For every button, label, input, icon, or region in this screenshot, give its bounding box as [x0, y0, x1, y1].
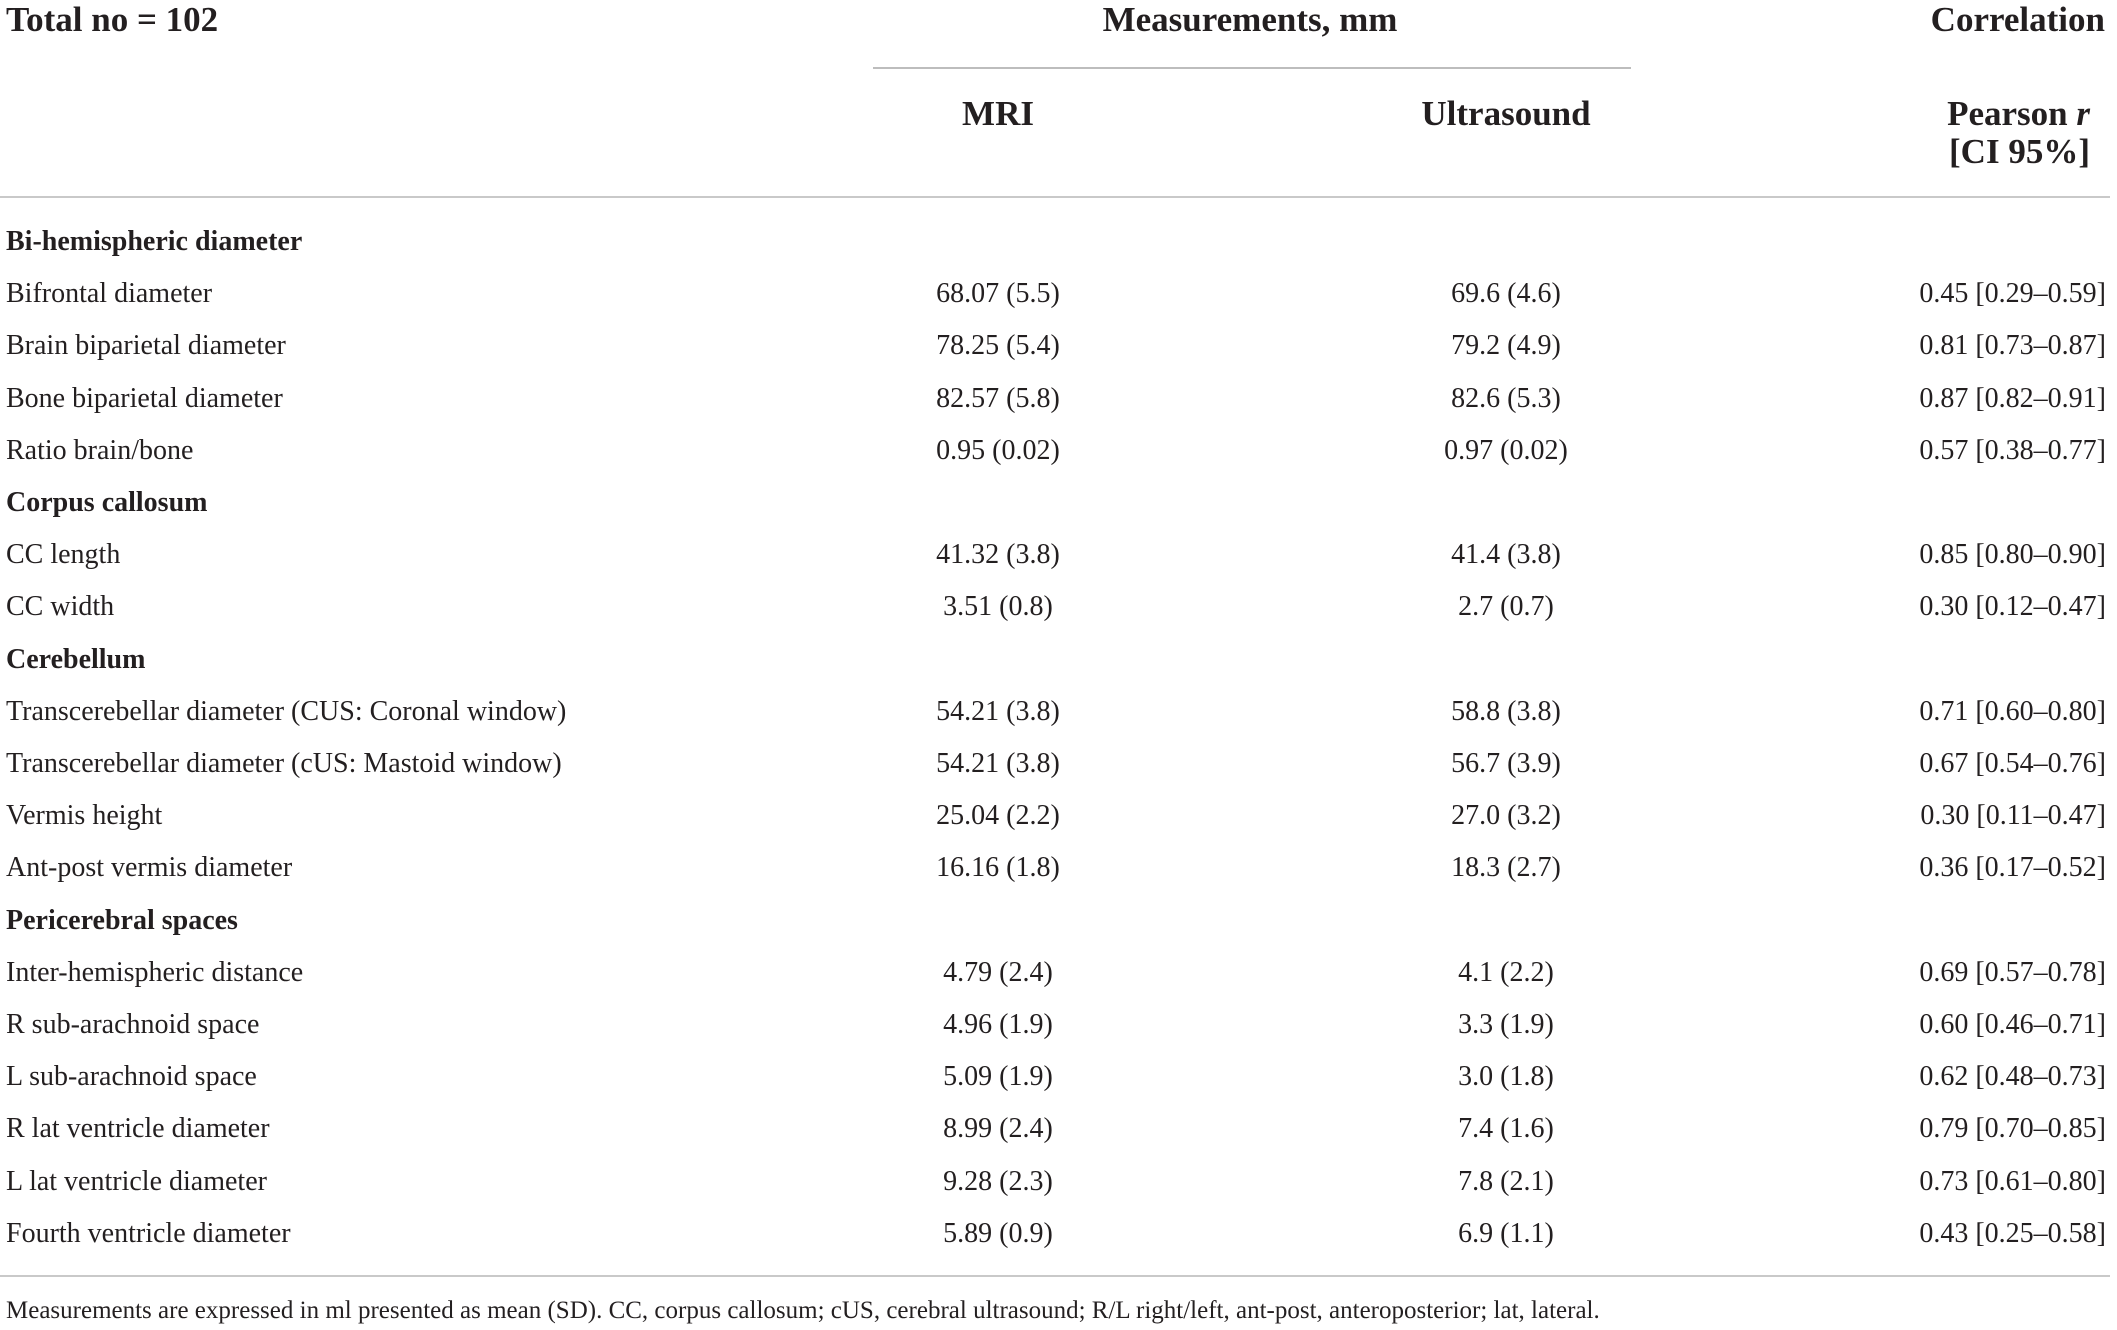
row-label: Bifrontal diameter	[6, 278, 213, 310]
group-header-rule	[873, 67, 1631, 69]
col-header-ultrasound: Ultrasound	[1421, 94, 1591, 133]
cell-pearson-r: 0.67 [0.54–0.76]	[1919, 748, 2106, 779]
row-label: Fourth ventricle diameter	[6, 1217, 291, 1249]
col-header-ci: [CI 95%]	[1949, 132, 2090, 171]
cell-pearson-r: 0.73 [0.61–0.80]	[1919, 1165, 2106, 1197]
cell-pearson-r: 0.45 [0.29–0.59]	[1919, 278, 2106, 310]
col-header-pearson	[1947, 94, 2090, 134]
row-label: L lat ventricle diameter	[6, 1165, 267, 1197]
cell-ultrasound: 79.2 (4.9)	[1451, 330, 1561, 362]
cell-pearson-r: 0.62 [0.48–0.73]	[1919, 1061, 2106, 1093]
row-label: Ant-post vermis diameter	[6, 852, 293, 884]
cell-ultrasound: 7.4 (1.6)	[1458, 1113, 1554, 1145]
section-header: Cerebellum	[6, 643, 146, 675]
row-label: Transcerebellar diameter (cUS: Mastoid window)	[6, 748, 562, 779]
cell-ultrasound: 41.4 (3.8)	[1451, 539, 1561, 571]
cell-pearson-r: 0.79 [0.70–0.85]	[1919, 1113, 2106, 1145]
cell-ultrasound: 7.8 (2.1)	[1458, 1165, 1554, 1197]
row-label: Inter-hemispheric distance	[6, 956, 304, 988]
cell-mri: 4.79 (2.4)	[943, 956, 1053, 988]
cell-ultrasound: 27.0 (3.2)	[1451, 800, 1561, 832]
row-label: R lat ventricle diameter	[6, 1113, 270, 1145]
pearson-label: Pearson	[1947, 94, 2068, 133]
row-label: Ratio brain/bone	[6, 434, 194, 466]
cell-mri: 82.57 (5.8)	[936, 382, 1060, 414]
cell-pearson-r: 0.60 [0.46–0.71]	[1919, 1009, 2106, 1040]
cell-pearson-r: 0.30 [0.12–0.47]	[1919, 591, 2106, 623]
row-label: Bone biparietal diameter	[6, 382, 283, 414]
cell-pearson-r: 0.30 [0.11–0.47]	[1920, 800, 2106, 832]
pearson-r-symbol: r	[2076, 94, 2090, 133]
cell-mri: 25.04 (2.2)	[936, 800, 1060, 832]
header-bottom-rule	[0, 196, 2110, 198]
cell-mri: 78.25 (5.4)	[936, 330, 1060, 362]
row-label: Transcerebellar diameter (CUS: Coronal window)	[6, 695, 567, 727]
cell-ultrasound: 6.9 (1.1)	[1458, 1217, 1554, 1249]
cell-ultrasound: 58.8 (3.8)	[1451, 695, 1561, 727]
cell-ultrasound: 82.6 (5.3)	[1451, 382, 1561, 414]
cell-mri: 5.89 (0.9)	[943, 1217, 1053, 1249]
total-count: Total no = 102	[6, 0, 219, 39]
cell-ultrasound: 4.1 (2.2)	[1458, 956, 1554, 988]
section-header: Pericerebral spaces	[6, 904, 238, 936]
cell-ultrasound: 0.97 (0.02)	[1444, 434, 1568, 466]
cell-ultrasound: 2.7 (0.7)	[1458, 591, 1554, 623]
cell-pearson-r: 0.43 [0.25–0.58]	[1919, 1217, 2106, 1249]
row-label: Brain biparietal diameter	[6, 330, 286, 362]
row-label: CC width	[6, 591, 115, 623]
section-header: Corpus callosum	[6, 487, 208, 518]
cell-pearson-r: 0.57 [0.38–0.77]	[1919, 434, 2106, 466]
measurements-group-header: Measurements, mm	[1102, 0, 1398, 39]
cell-mri: 54.21 (3.8)	[936, 695, 1060, 727]
cell-ultrasound: 56.7 (3.9)	[1451, 748, 1561, 779]
cell-mri: 5.09 (1.9)	[943, 1061, 1053, 1093]
cell-mri: 41.32 (3.8)	[936, 539, 1060, 571]
row-label: R sub-arachnoid space	[6, 1009, 260, 1040]
cell-ultrasound: 18.3 (2.7)	[1451, 852, 1561, 884]
cell-pearson-r: 0.87 [0.82–0.91]	[1919, 382, 2106, 414]
cell-pearson-r: 0.81 [0.73–0.87]	[1919, 330, 2106, 362]
cell-pearson-r: 0.85 [0.80–0.90]	[1919, 539, 2106, 571]
cell-pearson-r: 0.36 [0.17–0.52]	[1919, 852, 2106, 884]
section-header: Bi-hemispheric diameter	[6, 226, 303, 257]
row-label: Vermis height	[6, 800, 163, 832]
row-label: CC length	[6, 539, 121, 571]
cell-mri: 4.96 (1.9)	[943, 1009, 1053, 1040]
cell-pearson-r: 0.71 [0.60–0.80]	[1919, 695, 2106, 727]
cell-mri: 8.99 (2.4)	[943, 1113, 1053, 1145]
cell-mri: 3.51 (0.8)	[943, 591, 1053, 623]
cell-mri: 54.21 (3.8)	[936, 748, 1060, 779]
cell-ultrasound: 69.6 (4.6)	[1451, 278, 1561, 310]
cell-ultrasound: 3.3 (1.9)	[1458, 1009, 1554, 1040]
cell-mri: 0.95 (0.02)	[936, 434, 1060, 466]
cell-pearson-r: 0.69 [0.57–0.78]	[1919, 956, 2106, 988]
table-bottom-rule	[0, 1275, 2110, 1277]
cell-ultrasound: 3.0 (1.8)	[1458, 1061, 1554, 1093]
col-header-mri: MRI	[962, 94, 1034, 133]
cell-mri: 16.16 (1.8)	[936, 852, 1060, 884]
table-footnote: Measurements are expressed in ml presented as mean (SD). CC, corpus callosum; cUS, cerebral ultrasound; R/L right/left, ant-post, anteroposterior; lat, lateral.	[6, 1297, 1600, 1324]
cell-mri: 68.07 (5.5)	[936, 278, 1060, 310]
cell-mri: 9.28 (2.3)	[943, 1165, 1053, 1197]
row-label: L sub-arachnoid space	[6, 1061, 257, 1093]
correlation-header: Correlation	[1930, 0, 2105, 39]
